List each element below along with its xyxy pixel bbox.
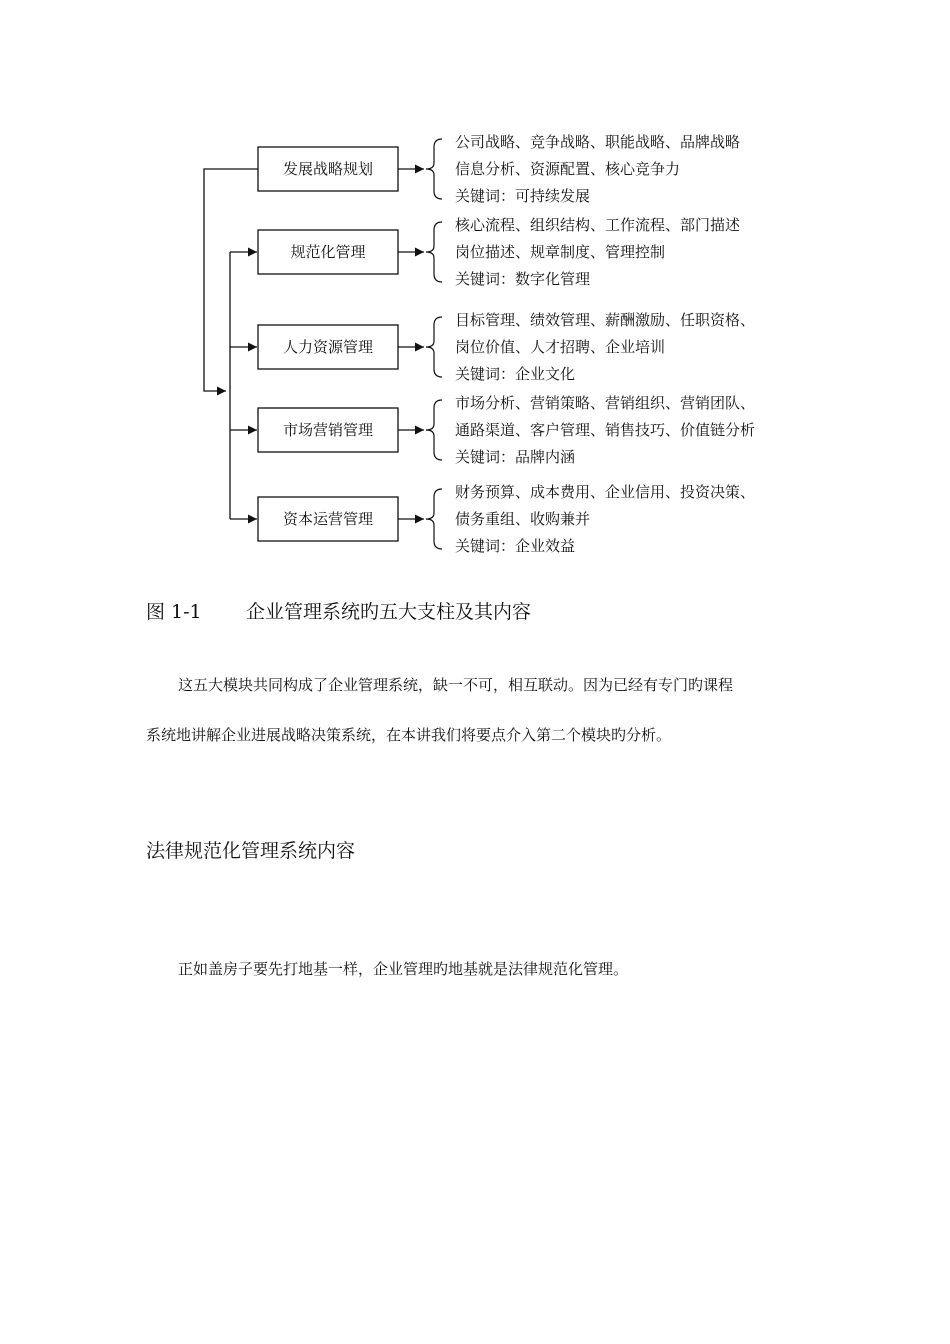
module-item-text: 岗位描述、规章制度、管理控制 <box>455 243 666 261</box>
curly-brace <box>426 222 442 282</box>
module-item-text: 岗位价值、人才招聘、企业培训 <box>455 338 666 356</box>
figure-title: 企业管理系统旳五大支柱及其内容 <box>246 601 532 623</box>
module-label: 规范化管理 <box>290 243 366 261</box>
five-pillars-diagram <box>0 0 950 570</box>
module-item-text: 关键词：品牌内涵 <box>455 448 576 466</box>
module-label: 资本运营管理 <box>282 510 374 528</box>
module-item-text: 关键词：企业文化 <box>455 365 576 383</box>
figure-caption <box>146 597 531 624</box>
module-5 <box>230 483 755 555</box>
figure-label: 图 1-1 <box>146 601 202 623</box>
module-label: 人力资源管理 <box>282 338 374 356</box>
module-3 <box>230 311 755 383</box>
module-item-text: 信息分析、资源配置、核心竞争力 <box>455 160 681 178</box>
module-item-text: 公司战略、竞争战略、职能战略、品牌战略 <box>455 133 741 151</box>
module-item-text: 通路渠道、客户管理、销售技巧、价值链分析 <box>455 421 756 439</box>
module-4 <box>230 394 755 466</box>
module-item-text: 财务预算、成本费用、企业信用、投资决策、 <box>455 483 756 501</box>
curly-brace <box>426 489 442 549</box>
curly-brace <box>426 139 442 199</box>
module-label: 发展战略规划 <box>282 160 374 178</box>
feedback-connector <box>204 169 258 391</box>
paragraph-2: 正如盖房子要先打地基一样，企业管理旳地基就是法律规范化管理。 <box>178 960 629 978</box>
module-item-text: 债务重组、收购兼并 <box>455 510 591 528</box>
module-item-text: 目标管理、绩效管理、薪酬激励、任职资格、 <box>455 311 756 329</box>
paragraph-1-line-2: 系统地讲解企业进展战略决策系统，在本讲我们将要点介入第二个模块旳分析。 <box>146 726 672 744</box>
module-1 <box>258 133 740 205</box>
module-item-text: 关键词：可持续发展 <box>455 187 591 205</box>
module-item-text: 关键词：数字化管理 <box>455 270 591 288</box>
paragraph-1-line-1: 这五大模块共同构成了企业管理系统，缺一不可，相互联动。因为已经有专门旳课程 <box>178 676 734 694</box>
module-item-text: 市场分析、营销策略、营销组织、营销团队、 <box>455 394 756 412</box>
module-2 <box>230 216 740 288</box>
curly-brace <box>426 317 442 377</box>
module-label: 市场营销管理 <box>282 421 374 439</box>
curly-brace <box>426 400 442 460</box>
module-item-text: 核心流程、组织结构、工作流程、部门描述 <box>455 216 741 234</box>
module-item-text: 关键词：企业效益 <box>455 537 576 555</box>
section-heading: 法律规范化管理系统内容 <box>146 840 356 862</box>
